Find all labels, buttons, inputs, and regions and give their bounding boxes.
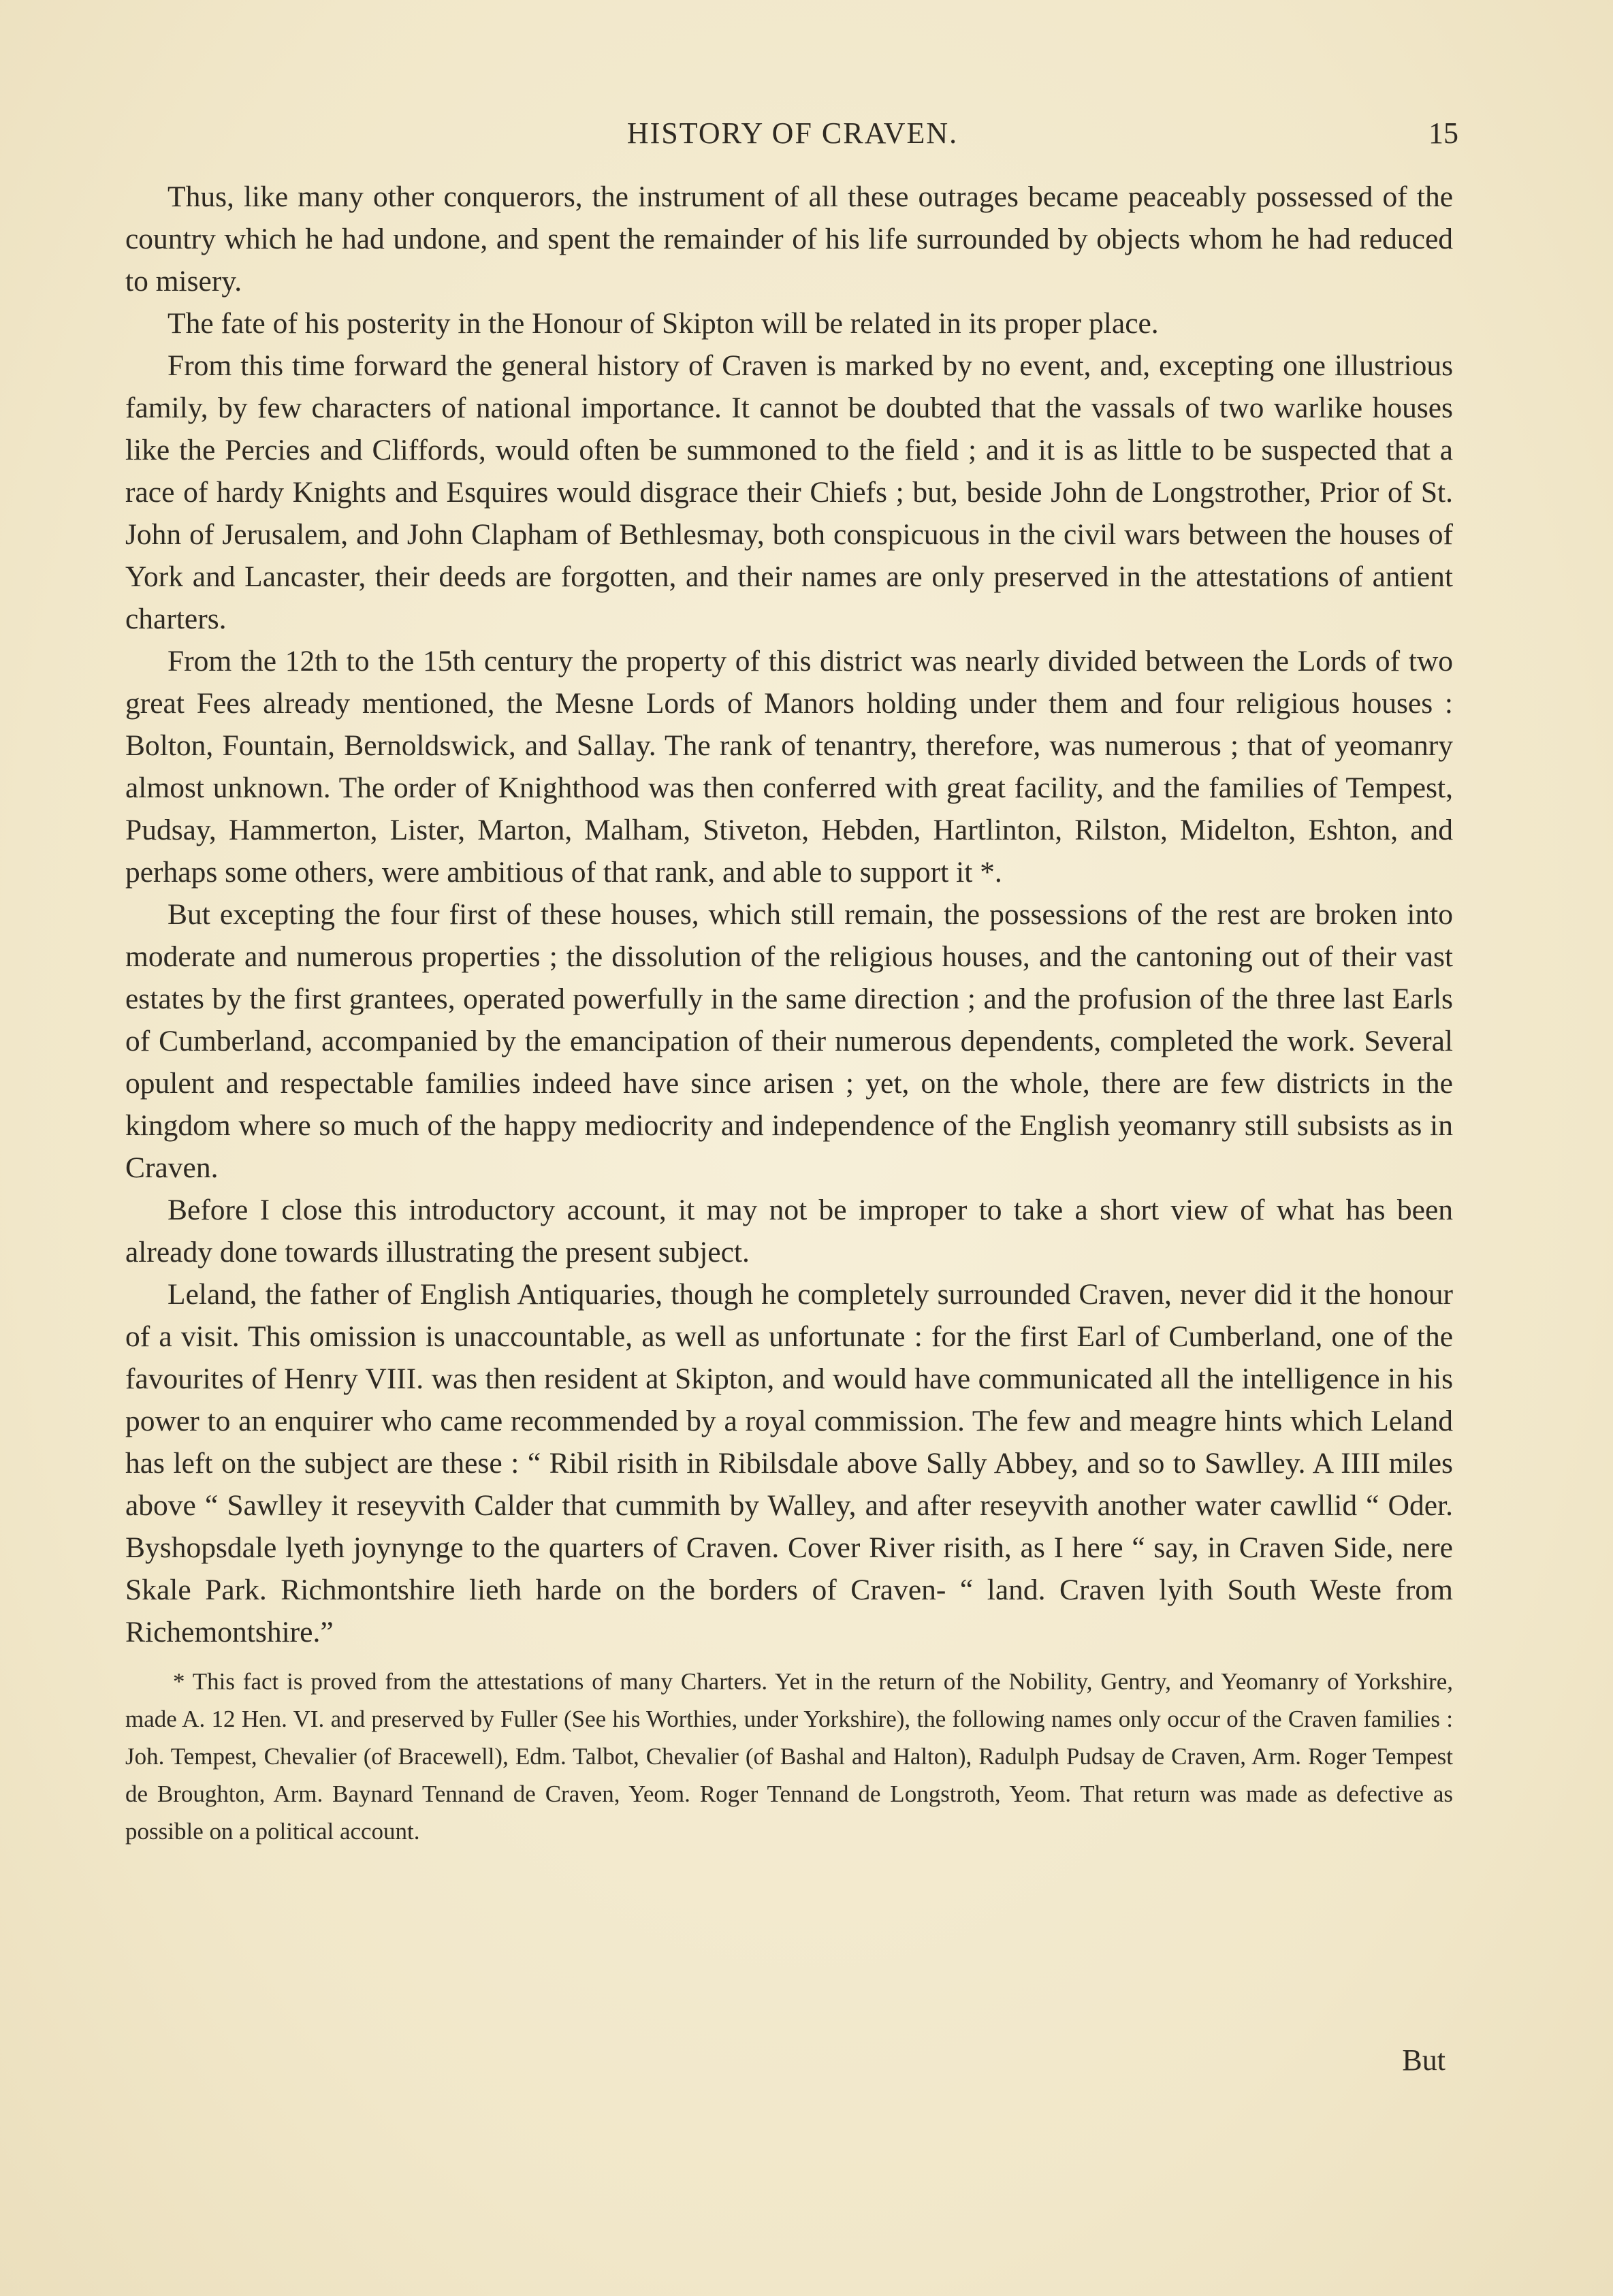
running-head <box>127 116 1458 157</box>
paragraph: Before I close this introductory account, it may not be improper to take a short view of what has been already done towards illustrating the present subject. <box>125 1194 1453 1269</box>
paragraph: The fate of his posterity in the Honour of Skipton will be related in its proper place. <box>167 307 1159 340</box>
paragraph: From this time forward the general history of Craven is marked by no event, and, excepting one illustrious family, by few characters of national importance. It cannot be doubted that the vassals of two warlike houses like the Percies and Cliffords, would often be summoned to the field ; and it is as little to be suspected that a race of hardy Knights and Esquires would disgrace their Chiefs ; but, beside John de Longstrother, Prior of St. John of Jerusalem, and John Clapham of Bethlesmay, both conspicuous in the civil wars between the houses of York and Lancaster, their deeds are forgotten, and their names are only preserved in the attestations of antient charters. <box>125 349 1453 635</box>
paragraph: Thus, like many other conquerors, the instrument of all these outrages became peaceably possessed of the country which he had undone, and spent the remainder of his life surrounded by objects whom he had reduced to misery. <box>125 180 1453 298</box>
body-text <box>125 176 1453 1850</box>
paragraph: Leland, the father of English Antiquaries, though he completely surrounded Craven, never did it the honour of a visit. This omission is unaccountable, as well as unfortunate : for the first Earl of Cumberland, one of the favourites of Henry VIII. was then resident at Skipton, and would have communicated all the intelligence in his power to an enquirer who came recommended by a royal commission. The few and meagre hints which Leland has left on the subject are these : “ Ribil risith in Ribilsdale above Sally Abbey, and so to Sawlley. A IIII miles above “ Sawlley it reseyvith Calder that cummith by Walley, and after reseyvith another water cawllid “ Oder. Byshopsdale lyeth joynynge to the quarters of Craven. Cover River risith, as I here “ say, in Craven Side, nere Skale Park. Richmontshire lieth harde on the borders of Craven- “ land. Craven lyith South Weste from Richemontshire.” <box>125 1278 1453 1648</box>
running-title: HISTORY OF CRAVEN. <box>626 116 959 150</box>
catchword: But <box>1402 2043 1446 2077</box>
paragraph: From the 12th to the 15th century the property of this district was nearly divided between the Lords of two great Fees already mentioned, the Mesne Lords of Manors holding under them and four religious houses : Bolton, Fountain, Bernoldswick, and Sallay. The rank of tenantry, therefore, was numerous ; that of yeomanry almost unknown. The order of Knighthood was then conferred with great facility, and the families of Tempest, Pudsay, Hammerton, Lister, Marton, Malham, Stiveton, Hebden, Hartlinton, Rilston, Midelton, Eshton, and perhaps some others, were ambitious of that rank, and able to support it *. <box>125 645 1453 889</box>
footnote: * This fact is proved from the attestations of many Charters. Yet in the return of the Nobility, Gentry, and Yeomanry of Yorkshire, made A. 12 Hen. VI. and preserved by Fuller (See his Worthies, under Yorkshire), the following names only occur of the Craven families : Joh. Tempest, Chevalier (of Bracewell), Edm. Talbot, Chevalier (of Bashal and Halton), Radulph Pudsay de Craven, Arm. Roger Tempest de Broughton, Arm. Baynard Tennand de Craven, Yeom. Roger Tennand de Longstroth, Yeom. That return was made as defective as possible on a political account. <box>125 1668 1453 1845</box>
paragraph: But excepting the four first of these houses, which still remain, the possessions of the rest are broken into moderate and numerous properties ; the dissolution of the religious houses, and the cantoning out of their vast estates by the first grantees, operated powerfully in the same direction ; and the profusion of the three last Earls of Cumberland, accompanied by the emancipation of their numerous dependents, completed the work. Several opulent and respectable families indeed have since arisen ; yet, on the whole, there are few districts in the kingdom where so much of the happy mediocrity and independence of the English yeomanry still subsists as in Craven. <box>125 898 1453 1184</box>
footnote-separator <box>125 1653 1453 1663</box>
page-number: 15 <box>1428 116 1458 150</box>
